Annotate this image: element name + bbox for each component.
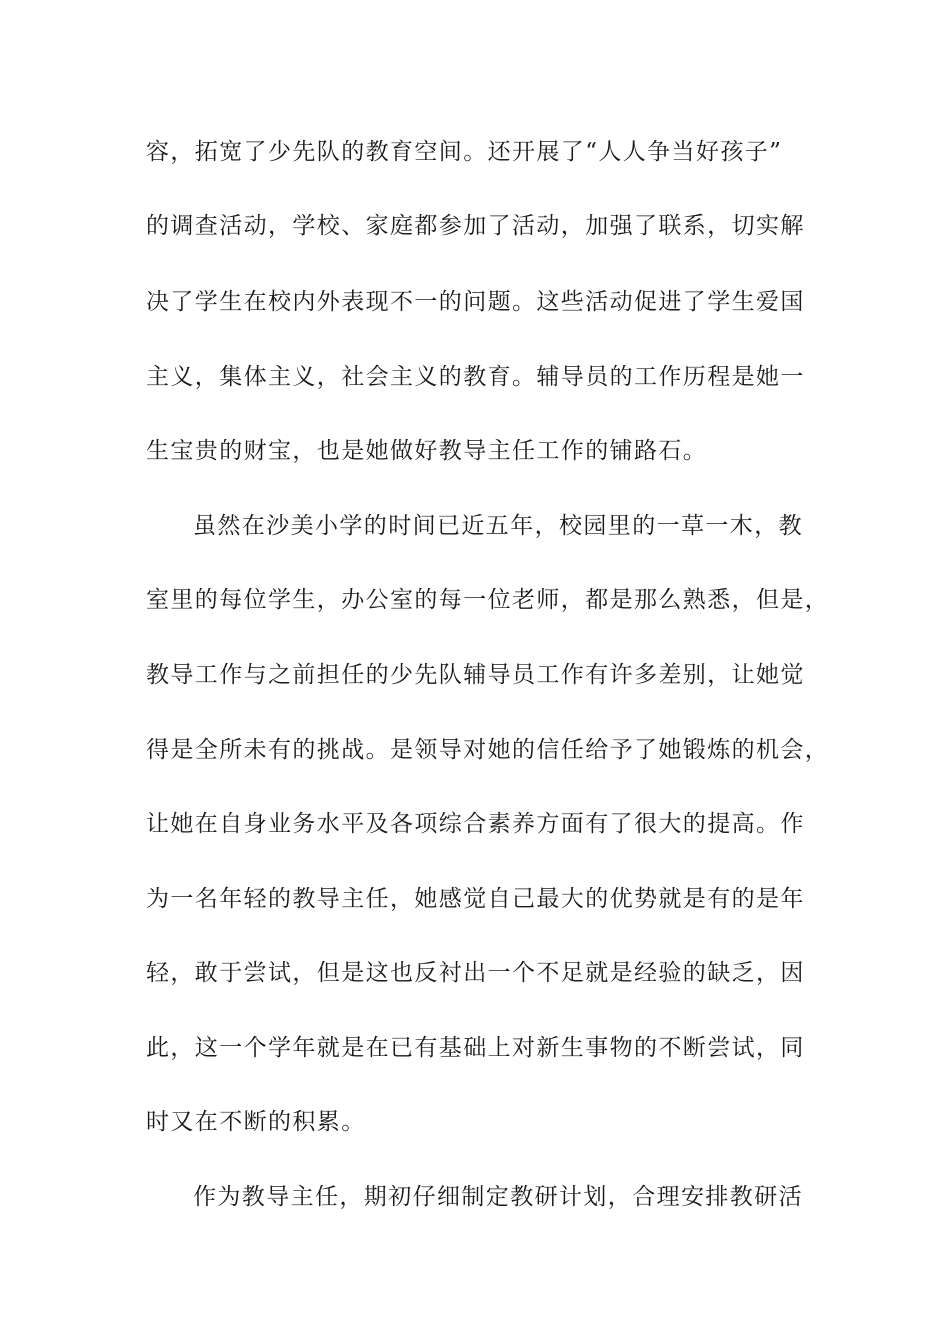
- text-line: 让她在自身业务水平及各项综合素养方面有了很大的提高。作: [146, 811, 805, 837]
- text-line: 得是全所未有的挑战。是领导对她的信任给予了她锻炼的机会，: [146, 737, 830, 763]
- text-line: 容，拓宽了少先队的教育空间。还开展了“人人争当好孩子”: [146, 139, 783, 165]
- text-line: 此，这一个学年就是在已有基础上对新生事物的不断尝试，同: [146, 1035, 805, 1061]
- text-line: 主义，集体主义，社会主义的教育。辅导员的工作历程是她一: [146, 364, 805, 390]
- paragraph-start-line: 虽然在沙美小学的时间已近五年，校园里的一草一木，教: [193, 513, 803, 539]
- text-line: 决了学生在校内外表现不一的问题。这些活动促进了学生爱国: [146, 289, 805, 315]
- text-line: 室里的每位学生，办公室的每一位老师，都是那么熟悉，但是，: [146, 587, 830, 613]
- text-line: 时又在不断的积累。: [146, 1109, 366, 1135]
- text-line: 轻，敢于尝试，但是这也反衬出一个不足就是经验的缺乏，因: [146, 960, 805, 986]
- paragraph-start-line: 作为教导主任，期初仔细制定教研计划，合理安排教研活: [193, 1184, 803, 1210]
- text-line: 的调查活动，学校、家庭都参加了活动，加强了联系，切实解: [146, 213, 805, 239]
- text-line: 为一名年轻的教导主任，她感觉自己最大的优势就是有的是年: [146, 886, 805, 912]
- text-line: 教导工作与之前担任的少先队辅导员工作有许多差别，让她觉: [146, 662, 805, 688]
- text-line: 生宝贵的财宝，也是她做好教导主任工作的铺路石。: [146, 438, 708, 464]
